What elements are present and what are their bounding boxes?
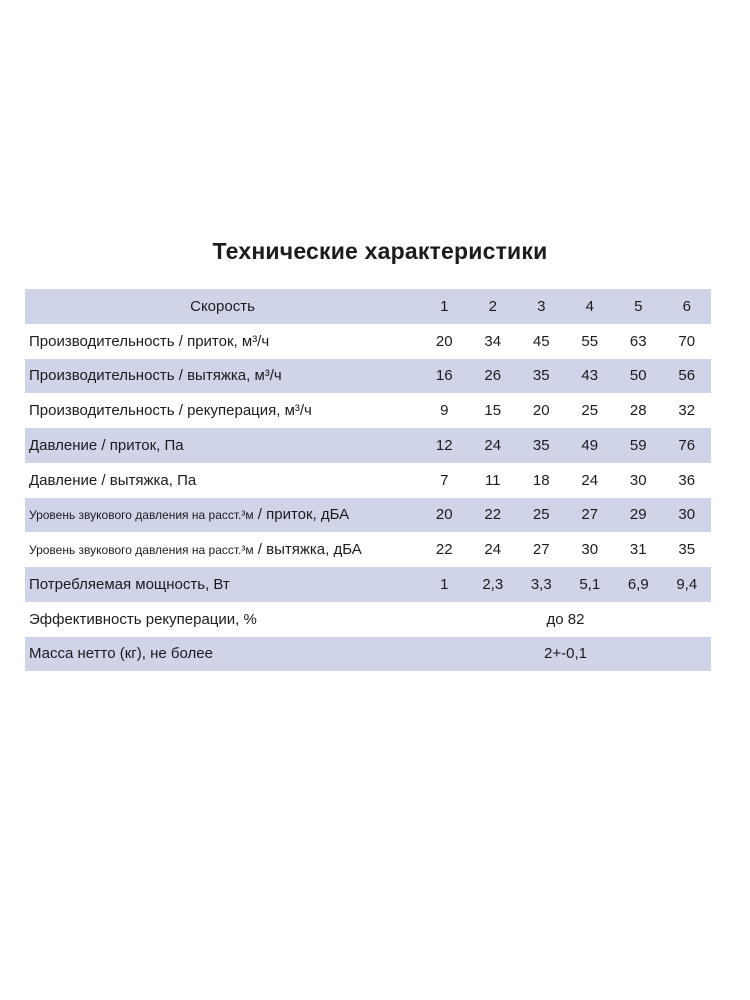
table-cell: 30 xyxy=(678,506,696,524)
table-cell-merged: до 82 xyxy=(546,610,585,628)
table-cell: 24 xyxy=(581,471,599,489)
table-row-exhaust-pressure xyxy=(25,463,711,498)
table-cell: 22 xyxy=(435,541,453,559)
table-cell: 16 xyxy=(435,367,453,385)
specifications-table xyxy=(25,289,711,671)
table-header-row xyxy=(25,289,711,324)
table-cell: 22 xyxy=(484,506,502,524)
table-row-exhaust-noise xyxy=(25,532,711,567)
row-label-rest: / вытяжка, дБА xyxy=(253,541,362,559)
table-cell: 30 xyxy=(629,471,647,489)
table-cell: 63 xyxy=(629,332,647,350)
speed-header-cell: 4 xyxy=(585,297,594,315)
table-cell: 55 xyxy=(581,332,599,350)
table-cell: 6,9 xyxy=(627,575,649,593)
table-cell: 7 xyxy=(440,471,449,489)
table-cell: 15 xyxy=(484,402,502,420)
table-cell: 9,4 xyxy=(676,575,698,593)
table-cell: 27 xyxy=(532,541,550,559)
table-cell: 29 xyxy=(629,506,647,524)
row-label-small: Уровень звукового давления на расст.³м xyxy=(29,543,254,558)
table-cell: 2,3 xyxy=(482,575,504,593)
row-label: Давление / приток, Па xyxy=(29,436,184,454)
table-row-recovery-efficiency xyxy=(25,602,711,637)
row-label: Потребляемая мощность, Вт xyxy=(29,575,230,593)
table-cell: 24 xyxy=(484,436,502,454)
speed-header-cell: 1 xyxy=(440,297,449,315)
page-title: Технические характеристики xyxy=(212,238,548,264)
row-label: Производительность / вытяжка, м³/ч xyxy=(29,367,282,385)
table-row-supply-pressure xyxy=(25,428,711,463)
row-label: Производительность / рекуперация, м³/ч xyxy=(29,402,312,420)
table-cell: 25 xyxy=(532,506,550,524)
speed-header-label: Скорость xyxy=(190,297,255,315)
table-row-power-consumption xyxy=(25,567,711,602)
speed-header-cell: 5 xyxy=(634,297,643,315)
table-cell: 35 xyxy=(532,436,550,454)
table-cell: 25 xyxy=(581,402,599,420)
row-label: Производительность / приток, м³/ч xyxy=(29,332,270,350)
table-cell: 32 xyxy=(678,402,696,420)
table-cell: 35 xyxy=(532,367,550,385)
table-cell: 28 xyxy=(629,402,647,420)
table-cell: 35 xyxy=(678,541,696,559)
table-cell: 45 xyxy=(532,332,550,350)
table-cell: 1 xyxy=(440,575,449,593)
row-label: Масса нетто (кг), не более xyxy=(29,645,213,663)
row-label xyxy=(25,498,420,533)
table-cell: 50 xyxy=(629,367,647,385)
speed-header-cell: 3 xyxy=(537,297,546,315)
speed-header-cell: 2 xyxy=(488,297,497,315)
table-cell: 5,1 xyxy=(579,575,601,593)
table-cell: 20 xyxy=(435,506,453,524)
table-cell: 27 xyxy=(581,506,599,524)
table-cell: 76 xyxy=(678,436,696,454)
table-cell: 56 xyxy=(678,367,696,385)
table-cell: 59 xyxy=(629,436,647,454)
table-cell: 20 xyxy=(435,332,453,350)
row-label-small: Уровень звукового давления на расст.³м xyxy=(29,508,254,523)
table-cell: 24 xyxy=(484,541,502,559)
row-label-rest: / приток, дБА xyxy=(253,506,350,524)
table-cell: 43 xyxy=(581,367,599,385)
table-cell: 3,3 xyxy=(530,575,552,593)
table-row-recovery-capacity xyxy=(25,393,711,428)
table-cell: 49 xyxy=(581,436,599,454)
table-cell: 12 xyxy=(435,436,453,454)
table-cell: 9 xyxy=(440,402,449,420)
table-row-supply-capacity xyxy=(25,324,711,359)
table-cell: 20 xyxy=(532,402,550,420)
table-cell: 70 xyxy=(678,332,696,350)
speed-header-cell: 6 xyxy=(682,297,691,315)
table-row-exhaust-capacity xyxy=(25,359,711,394)
row-label xyxy=(25,532,420,567)
table-cell: 26 xyxy=(484,367,502,385)
table-cell: 11 xyxy=(484,471,501,489)
table-cell: 36 xyxy=(678,471,696,489)
table-cell: 34 xyxy=(484,332,502,350)
table-row-supply-noise xyxy=(25,498,711,533)
table-cell: 30 xyxy=(581,541,599,559)
table-cell: 31 xyxy=(629,541,647,559)
table-cell: 18 xyxy=(532,471,550,489)
row-label: Давление / вытяжка, Па xyxy=(29,471,197,489)
table-cell-merged: 2+-0,1 xyxy=(544,645,587,663)
row-label: Эффективность рекуперации, % xyxy=(29,610,257,628)
table-row-net-weight xyxy=(25,637,711,672)
